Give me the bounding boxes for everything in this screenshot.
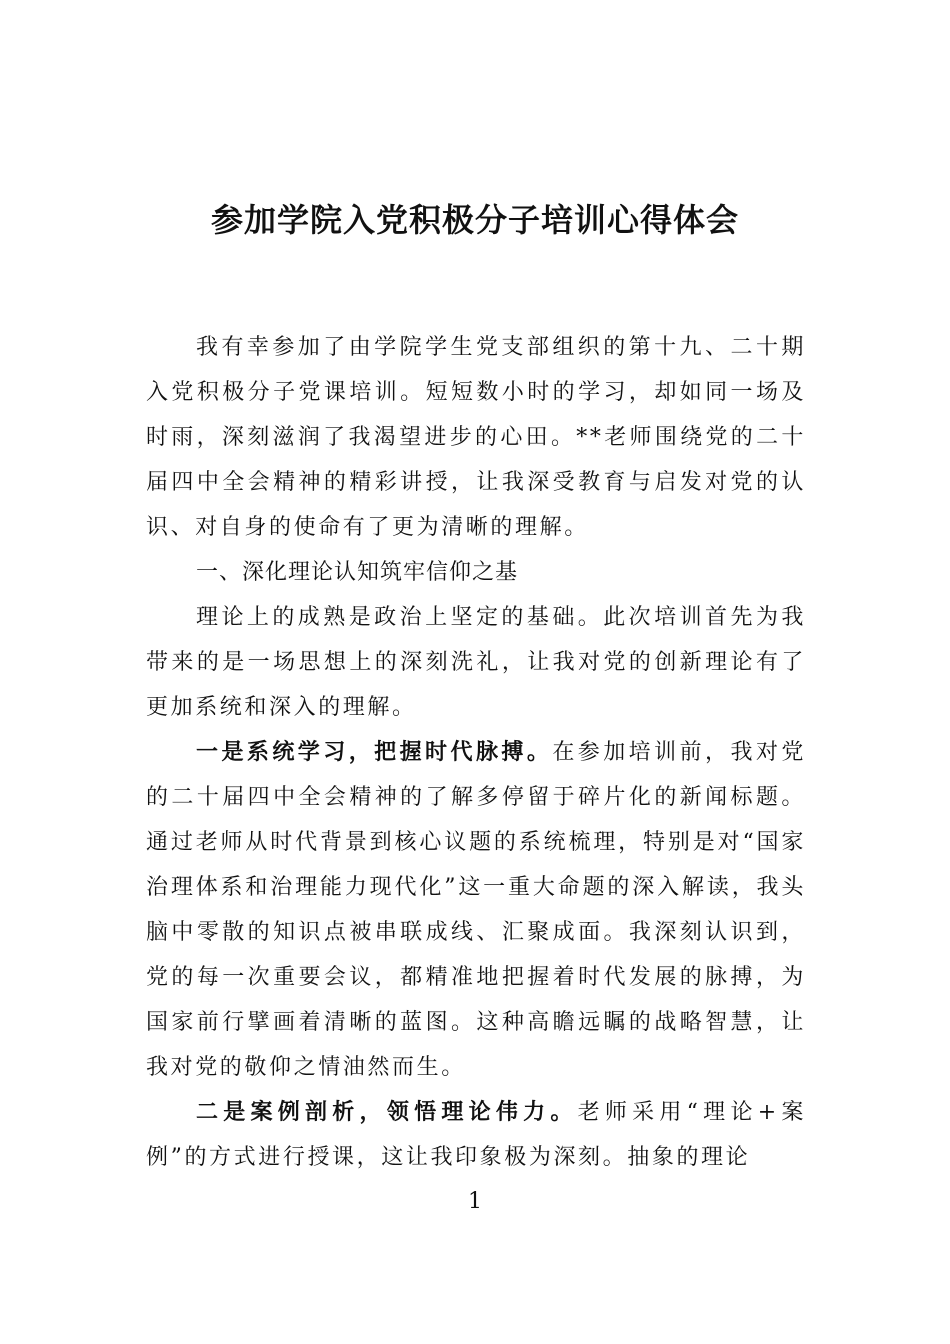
point-one-text: 在参加培训前，我对党的二十届四中全会精神的了解多停留于碎片化的新闻标题。通过老师从时代背景到核心议题的系统梳理，特别是对“国家治理体系和治理能力现代化”这一重大命题的深入解读，我头脑中零散的知识点被串联成线、汇聚成面。我深刻认识到，党的每一次重要会议，都精准地把握着时代发展的脉搏，为国家前行擘画着清晰的蓝图。这种高瞻远瞩的战略智慧，让我对党的敬仰之情油然而生。 xyxy=(146,740,806,1080)
point-one-lead: 一是系统学习，把握时代脉搏。 xyxy=(196,739,553,765)
point-one-paragraph xyxy=(146,730,806,1090)
document-title: 参加学院入党积极分子培训心得体会 xyxy=(210,201,739,239)
section-heading: 一、深化理论认知筑牢信仰之基 xyxy=(196,560,519,585)
point-two-lead: 二是案例剖析，领悟理论伟力。 xyxy=(196,1099,578,1125)
point-two-paragraph xyxy=(146,1090,806,1180)
point-two-text: 老师采用“理论+案例”的方式进行授课，这让我印象极为深刻。抽象的理论 xyxy=(146,1100,806,1170)
section-intro-paragraph: 理论上的成熟是政治上坚定的基础。此次培训首先为我带来的是一场思想上的深刻洗礼，让我对党的创新理论有了更加系统和深入的理解。 xyxy=(146,605,806,720)
intro-paragraph: 我有幸参加了由学院学生党支部组织的第十九、二十期入党积极分子党课培训。短短数小时的学习，却如同一场及时雨，深刻滋润了我渴望进步的心田。**老师围绕党的二十届四中全会精神的精彩讲授，让我深受教育与启发对党的认识、对自身的使命有了更为清晰的理解。 xyxy=(146,335,806,540)
document-body xyxy=(146,325,806,1180)
page-number: 1 xyxy=(468,1189,482,1214)
